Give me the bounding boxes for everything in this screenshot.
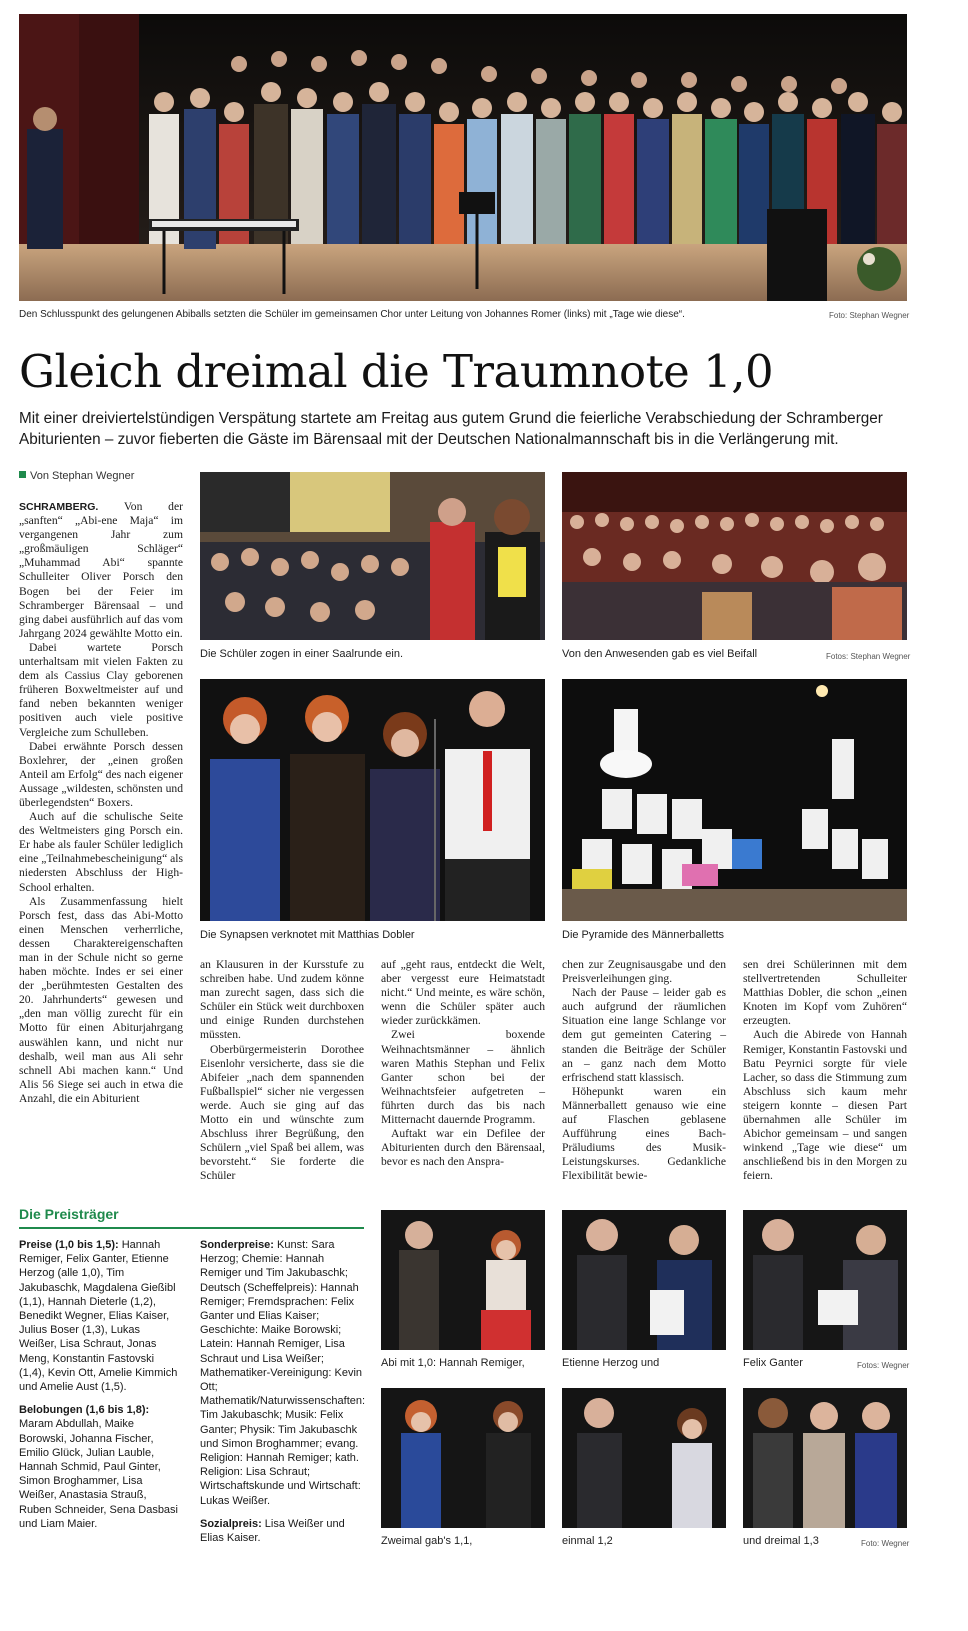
article-column-1 bbox=[19, 500, 183, 1106]
photo-award-3 bbox=[743, 1210, 907, 1350]
paragraph: an Klausuren in der Kursstufe zu schreiben habe. Und zudem könne man zurecht sagen, dass sich die Schüler ein Stück weit durchboxen und einige Runden durchstehen müssten. bbox=[200, 958, 364, 1042]
caption-award-1: Abi mit 1,0: Hannah Remiger, bbox=[381, 1357, 525, 1369]
paragraph: Auch auf die schulische Seite des Weltmeisters ging Porsch ein. Er habe als fauler Schüler lediglich eine „Teilnahmebescheinigung“ als niedersten Abschluss der High-School erhalten. bbox=[19, 810, 184, 894]
paragraph: sen drei Schülerinnen mit dem stellvertretenden Schulleiter Matthias Dobler, die schon „einen Knoten im Kopf vom Zuhören“ erzeugten. bbox=[743, 958, 907, 1028]
prizes-belobungen-label: Belobungen (1,6 bis 1,8): bbox=[19, 1404, 150, 1417]
paragraph: Oberbürgermeisterin Dorothee Eisenlohr versicherte, dass sie die Abifeier „nach dem spannenden Fußballspiel“ sicher nie vergessen werde. Auch sie ging auf das Motto ein und wünschte zum Abschluss ihrer Begrüßung, den Schülern „viel Spaß bei allem, was bevorsteht.“ Sie forderte die Schüler bbox=[200, 1042, 364, 1183]
caption-beifall: Von den Anwesenden gab es viel Beifall bbox=[562, 648, 758, 660]
byline-marker bbox=[19, 471, 26, 478]
photo-award-2 bbox=[562, 1210, 726, 1350]
paragraph: Dabei erwähnte Porsch dessen Boxlehrer, der „einen großen Anteil am Erfolg“ des nach eigener Aussage „wildesten, schönsten und überlegendsten“ Boxers. bbox=[19, 739, 183, 809]
prizes-column-1 bbox=[19, 1238, 179, 1540]
paragraph: Auch die Abirede von Hannah Remiger, Konstantin Fastovski und Batu Peyrnici sorgte für viele Lacher, so dass die Stimmung zum Abschluss sich kaum mehr steigern konnte – diesen Part übernahmen alle Schüler im Abichor gemeinsam – und sangen winkend „Tage wie diese“ um anschließend bis in den Morgen zu feiern. bbox=[743, 1028, 907, 1183]
paragraph: chen zur Zeugnisausgabe und den Preisverleihungen ging. bbox=[562, 958, 726, 986]
prizes-sonder-text: Kunst: Sara Herzog; Chemie: Hannah Remiger und Tim Jakubaschk; Deutsch (Scheffelpreis): Hannah Remiger; Fremdsprachen: Felix Ganter und Elias Kaiser; Geschichte: Maike Borowski; Latein: Hannah Remiger, Lisa Schraut und Lisa Weißer; Mathematiker-Vereinigung: Kevin Ott; Mathematik/Naturwissenschaften: Tim Jakubaschk; Musik: Felix Ganter; Physik: Tim Jakubaschk und Simon Broghammer; evang. Religion: Hannah Remiger; kath. Religion: Lisa Schraut; Wirtschaftskunde und Wirtschaft: Lukas Weißer. bbox=[200, 1239, 366, 1507]
credit-awards-1: Fotos: Wegner bbox=[857, 1361, 910, 1370]
caption-pyramide: Die Pyramide des Männerballetts bbox=[562, 929, 725, 941]
byline-text: Von Stephan Wegner bbox=[30, 470, 135, 482]
prizes-divider bbox=[19, 1227, 364, 1229]
caption-award-2: Etienne Herzog und bbox=[562, 1357, 660, 1369]
photo-synapsen bbox=[200, 679, 545, 921]
byline bbox=[19, 470, 134, 482]
credit-row1: Fotos: Stephan Wegner bbox=[826, 652, 911, 661]
credit-awards-2: Foto: Wegner bbox=[861, 1539, 910, 1548]
prizes-preise-label: Preise (1,0 bis 1,5): bbox=[19, 1239, 119, 1251]
photo-beifall bbox=[562, 472, 907, 640]
photo-pyramide bbox=[562, 679, 907, 921]
paragraph: Als Zusammenfassung hielt Porsch fest, dass das Abi-Motto einen Menschen verherrliche, dessen Charaktereigenschaften man in der Schule nicht so gerne haben möchte. Indes er sei einer der „berühmtesten Gestalten des 20. Jahrhunderts“ gewesen und „den man völlig zurecht für ein Motto für einen Abiturjahrgang auswählen kann, und nicht nur deshalb, weil man aus Ali sehr schnell Abi machen kann.“ Und Alis 56 Siege sei auch in etwa die Anzahl, die ein Abiturient bbox=[19, 894, 183, 1105]
prizes-preise-text: Hannah Remiger, Felix Ganter, Etienne Herzog (alle 1,0), Tim Jakubaschk, Magdalena Gießibl (1,1), Hannah Dieterle (1,2), Benedikt Wegner, Elias Kaiser, Julius Boser (1,3), Lukas Weißer, Lisa Schraut, Jonas Meng, Konstantin Fastovski (1,4), Kevin Ott, Amelie Kimmich und Amelie Aust (1,5). bbox=[19, 1239, 178, 1394]
prizes-sozial-label: Sozialpreis: bbox=[200, 1517, 262, 1530]
dateline: SCHRAMBERG. bbox=[19, 501, 99, 513]
caption-award-3: Felix Ganter bbox=[743, 1357, 803, 1369]
prizes-title: Die Preisträger bbox=[19, 1206, 119, 1222]
article-column-2 bbox=[200, 958, 364, 1184]
article-column-3 bbox=[381, 958, 545, 1169]
article-column-5 bbox=[743, 958, 907, 1184]
paragraph: Höhepunkt waren ein Männerballett genauso wie eine auf Flaschen geblasene Aufführung eines Bach-Präludiums des Musik-Leistungskurses. Gedankliche Flexibilität bewie- bbox=[562, 1084, 726, 1183]
main-photo-choir bbox=[19, 14, 907, 301]
prizes-belobungen-text: Maram Abdullah, Maike Borowski, Johanna Fischer, Emilio Glück, Julian Lauble, Hannah Schmid, Paul Ginter, Simon Broghammer, Lisa Weißer, Anastasia Strauß, Ruben Schneider, Sena Dasbasi und Liam Maier. bbox=[19, 1418, 178, 1530]
prizes-sozial-text: Lisa Weißer und Elias Kaiser. bbox=[200, 1517, 345, 1545]
photo-award-5 bbox=[562, 1388, 726, 1528]
lede: Mit einer dreiviertelstündigen Verspätung startete am Freitag aus gutem Grund die feierliche Verabschiedung der Schramberger Abiturienten – zuvor fieberten die Gäste im Bärensaal mit der Deutschen Nationalmannschaft bis in die Verlängerung mit. bbox=[19, 410, 883, 448]
prizes-column-2 bbox=[200, 1238, 364, 1554]
paragraph: Nach der Pause – leider gab es auch aufgrund der räumlichen Situation eine lange Schlange vor dem gut gemeinten Catering – standen die Beiträge der Schüler an – ganz nach dem Motto erfrischend statt klassisch. bbox=[562, 986, 726, 1084]
caption-award-5: einmal 1,2 bbox=[562, 1535, 613, 1547]
caption-synapsen: Die Synapsen verknotet mit Matthias Dobler bbox=[200, 929, 415, 941]
photo-award-6 bbox=[743, 1388, 907, 1528]
paragraph: Von der „sanften“ „Abi-ene Maja“ im vergangenen Jahr zum „großmäuligen Schläger“ „Muhammad Abi“ spannte Schulleiter Oliver Porsch den Bogen bei der Feier im Schramberger Bärensaal – und ging dabei ausführlich auf das vom Jahrgang 2024 gewählte Motto ein. bbox=[19, 500, 183, 640]
caption-saalrunde: Die Schüler zogen in einer Saalrunde ein. bbox=[200, 648, 404, 660]
paragraph: Zwei boxende Weihnachtsmänner – ähnlich waren Mathis Stephan und Felix Ganter schon bei der Weihnachtsfeier aufgetreten – führten durch das bis nach Mitternacht dauernde Programm. bbox=[381, 1028, 545, 1127]
photo-award-4 bbox=[381, 1388, 545, 1528]
prizes-sonder-label: Sonderpreise: bbox=[200, 1239, 274, 1251]
paragraph: Dabei wartete Porsch unterhaltsam mit vielen Fakten zu dem als Cassius Clay geborenen früheren Boxweltmeister auf und fand neben bekannten weniger positiven auch viele positive Vergleiche zum Schulleben. bbox=[19, 640, 183, 739]
photo-award-1 bbox=[381, 1210, 545, 1350]
main-photo-caption: Den Schlusspunkt des gelungenen Abiballs setzten die Schüler im gemeinsamen Chor unter Leitung von Johannes Romer (links) mit „Tage wie diese“. bbox=[19, 309, 685, 320]
paragraph: Auftakt war ein Defilee der Abiturienten durch den Bärensaal, bevor es nach den Anspra- bbox=[381, 1127, 545, 1169]
photo-saalrunde bbox=[200, 472, 545, 640]
headline: Gleich dreimal die Traumnote 1,0 bbox=[19, 345, 774, 398]
paragraph: auf „geht raus, entdeckt die Welt, aber vergesst eure Heimatstadt nicht.“ Und meinte, es wäre schön, wenn die Schüler später auch wieder zurückkämen. bbox=[381, 958, 545, 1028]
caption-award-4: Zweimal gab's 1,1, bbox=[381, 1535, 473, 1547]
article-column-4 bbox=[562, 958, 726, 1184]
main-photo-credit: Foto: Stephan Wegner bbox=[829, 311, 910, 320]
caption-award-6: und dreimal 1,3 bbox=[743, 1535, 819, 1547]
